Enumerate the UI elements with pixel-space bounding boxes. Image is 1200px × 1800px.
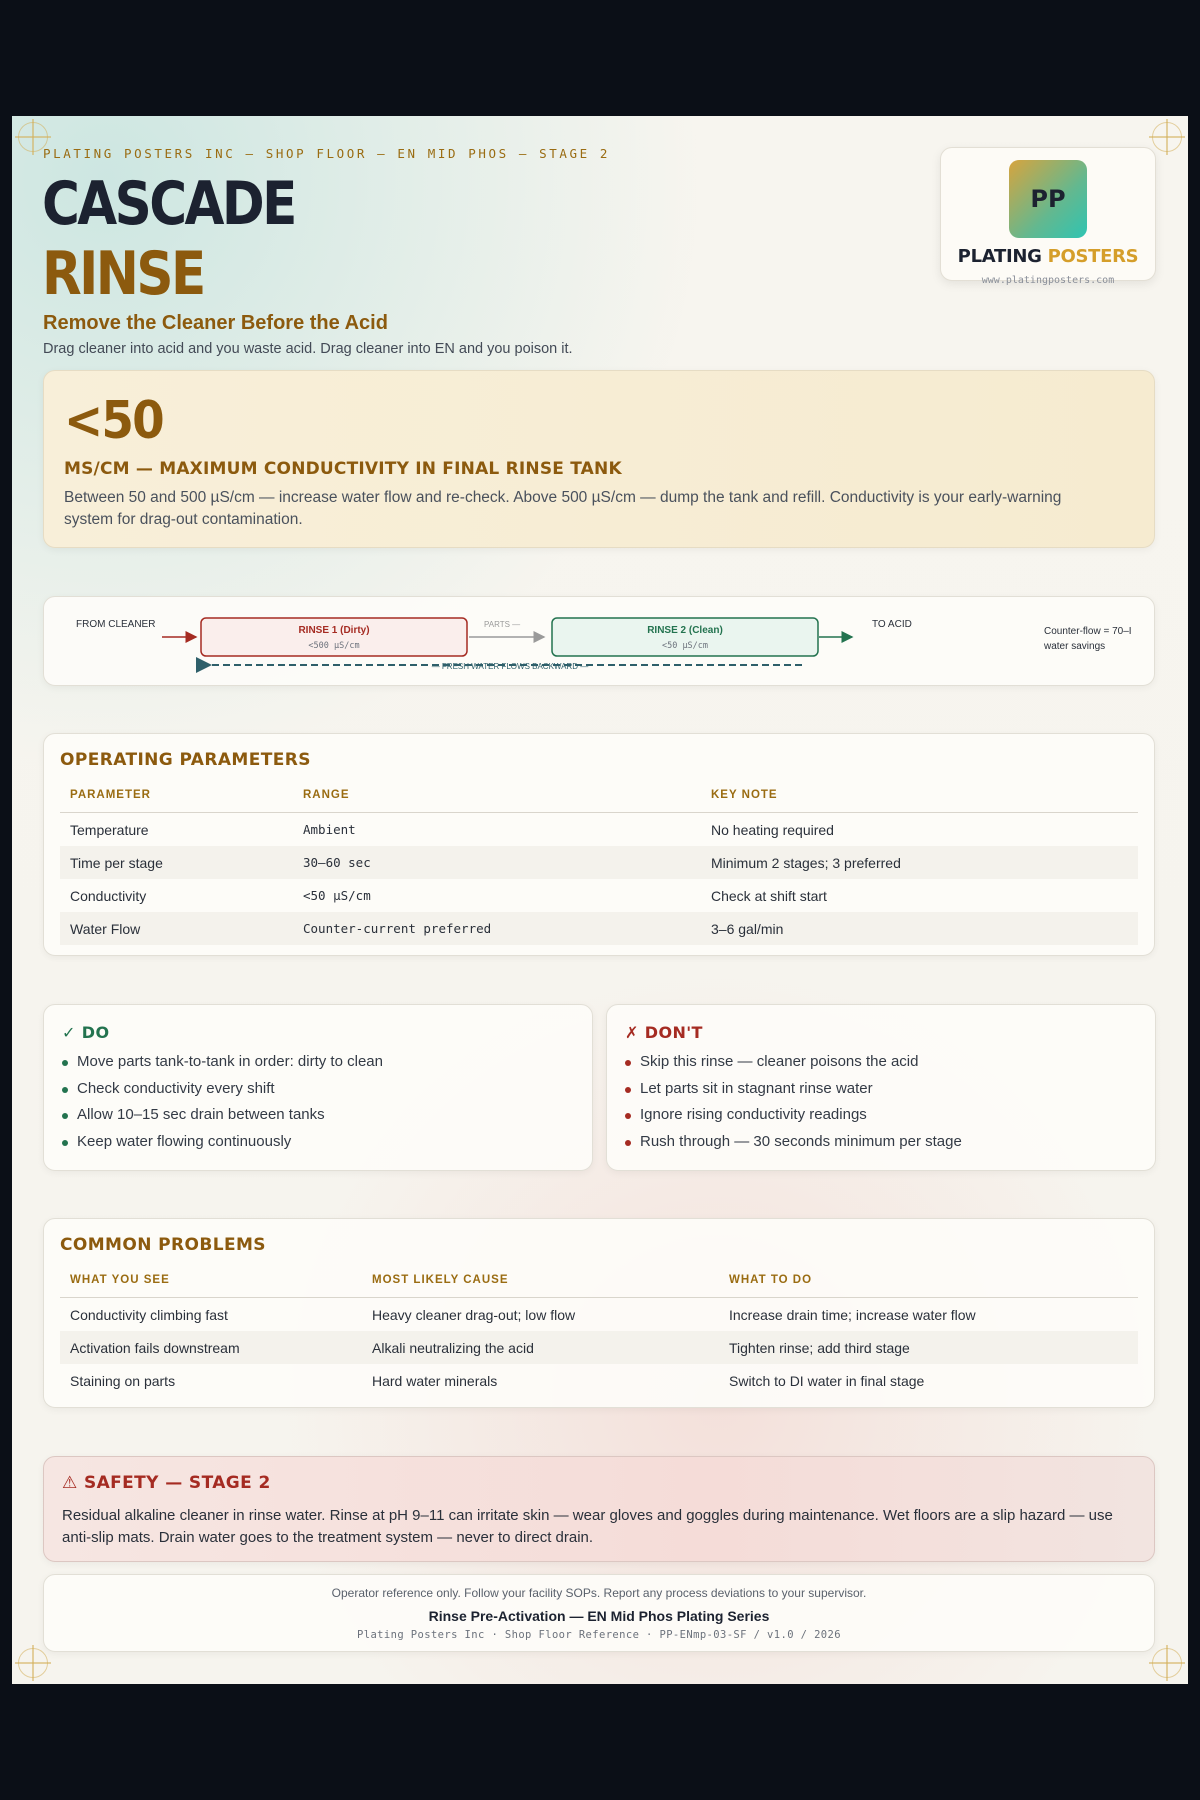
subtitle: Remove the Cleaner Before the Acid — [43, 312, 388, 334]
dont-list — [625, 1053, 962, 1159]
brand-logo — [940, 147, 1156, 286]
table-cell: Temperature — [70, 821, 149, 838]
common-problems-card — [43, 1218, 1155, 1408]
table-cell: 3–6 gal/min — [701, 912, 1138, 945]
backflow-label: — FRESH WATER FLOWS BACKWARD — — [431, 662, 589, 671]
column-header: MOST LIKELY CAUSE — [362, 1263, 719, 1298]
tagline: Drag cleaner into acid and you waste acid. Drag cleaner into EN and you poison it. — [43, 341, 573, 357]
table-cell: Increase drain time; increase water flow — [729, 1306, 976, 1323]
flow-note-line1: Counter-flow = 70–I — [1044, 626, 1132, 637]
eyebrow: PLATING POSTERS INC — SHOP FLOOR — EN MID PHOS — STAGE 2 — [43, 146, 611, 161]
rinse2-name: RINSE 2 (Clean) — [647, 625, 723, 636]
table-row — [60, 1298, 1138, 1332]
operating-parameters-table — [60, 778, 1138, 945]
table-header-row — [60, 778, 1138, 813]
table-cell: Time per stage — [60, 846, 293, 879]
do-card — [43, 1004, 593, 1171]
table-row — [60, 1364, 1138, 1397]
table-cell: Hard water minerals — [372, 1372, 498, 1389]
rinse2-spec: <50 µS/cm — [661, 641, 709, 651]
table-row — [60, 912, 1138, 945]
table-cell: <50 µS/cm — [303, 888, 371, 903]
operating-parameters-title: OPERATING PARAMETERS — [60, 750, 311, 770]
footer-series: Rinse Pre-Activation — EN Mid Phos Plating Series — [428, 1608, 770, 1624]
table-cell: Conductivity — [70, 887, 147, 904]
footer-disclaimer: Operator reference only. Follow your facility SOPs. Report any process deviations to your supervisor. — [331, 1586, 867, 1600]
rinse1-name: RINSE 1 (Dirty) — [298, 625, 370, 636]
logo-name-part1: PLATING — [957, 246, 1042, 267]
table-cell: Counter-current preferred — [293, 912, 701, 945]
table-cell: Minimum 2 stages; 3 preferred — [701, 846, 1138, 879]
table-cell: Water Flow — [60, 912, 293, 945]
table-cell: Heavy cleaner drag-out; low flow — [372, 1306, 576, 1323]
operating-parameters-card — [43, 733, 1155, 956]
list-item: Keep water flowing continuously — [62, 1133, 383, 1160]
footer-meta: Plating Posters Inc · Shop Floor Reference · PP-ENmp-03-SF / v1.0 / 2026 — [357, 1629, 841, 1641]
column-header: KEY NOTE — [701, 778, 1138, 813]
common-problems-table — [60, 1263, 1138, 1397]
registration-mark-icon — [1152, 122, 1182, 152]
column-header: WHAT TO DO — [719, 1263, 1138, 1298]
table-row — [60, 813, 1138, 847]
column-header: RANGE — [293, 778, 701, 813]
table-cell: Conductivity climbing fast — [70, 1306, 228, 1323]
table-cell: Ambient — [303, 822, 356, 837]
list-item: Rush through — 30 seconds minimum per stage — [625, 1133, 962, 1160]
list-item: Move parts tank-to-tank in order: dirty to clean — [62, 1053, 383, 1080]
safety-title: ⚠ SAFETY — STAGE 2 — [62, 1473, 271, 1493]
logo-url: www.platingposters.com — [981, 275, 1115, 286]
list-item: Skip this rinse — cleaner poisons the acid — [625, 1053, 962, 1080]
logo-tile: PP — [1009, 160, 1087, 238]
safety-callout — [43, 1456, 1155, 1562]
table-cell: Tighten rinse; add third stage — [719, 1331, 1138, 1364]
table-row — [60, 1331, 1138, 1364]
list-item: Allow 10–15 sec drain between tanks — [62, 1106, 383, 1133]
flow-from-label: FROM CLEANER — [76, 619, 156, 630]
do-list — [62, 1053, 383, 1159]
list-item: Let parts sit in stagnant rinse water — [625, 1080, 962, 1107]
table-header-row — [60, 1263, 1138, 1298]
dont-card — [606, 1004, 1156, 1171]
flow-note-line2: water savings — [1044, 641, 1106, 652]
dont-title: ✗ DON'T — [625, 1023, 703, 1042]
table-row — [60, 846, 1138, 879]
flow-parts-label: PARTS — — [484, 620, 521, 629]
page-title-line2: RINSE — [42, 239, 204, 309]
table-cell: Alkali neutralizing the acid — [362, 1331, 719, 1364]
flow-diagram-svg — [44, 597, 1156, 687]
safety-text: Residual alkaline cleaner in rinse water. Rinse at pH 9–11 can irritate skin — wear gloves and goggles during maintenance. Wet floors are a slip hazard — use anti-slip mats. Drain water goes to the treatment system — never to direct drain. — [62, 1507, 1113, 1546]
table-cell: No heating required — [711, 821, 834, 838]
column-header: WHAT YOU SEE — [60, 1263, 362, 1298]
common-problems-title: COMMON PROBLEMS — [60, 1235, 266, 1255]
list-item: Check conductivity every shift — [62, 1080, 383, 1107]
poster — [12, 116, 1188, 1684]
list-item: Ignore rising conductivity readings — [625, 1106, 962, 1133]
table-cell: Switch to DI water in final stage — [729, 1372, 925, 1389]
table-cell: Staining on parts — [70, 1372, 176, 1389]
flow-diagram — [43, 596, 1155, 686]
hero-value: <50 — [64, 391, 163, 451]
registration-mark-icon — [18, 1648, 48, 1678]
do-title: ✓ DO — [62, 1023, 110, 1042]
hero-text: Between 50 and 500 µS/cm — increase water flow and re-check. Above 500 µS/cm — dump the tank and refill. Conductivity is your early-warning system for drag-out contamination. — [64, 489, 1062, 528]
footer — [43, 1574, 1155, 1652]
table-cell: 30–60 sec — [293, 846, 701, 879]
table-cell: Activation fails downstream — [60, 1331, 362, 1364]
column-header: PARAMETER — [60, 778, 293, 813]
table-cell: Check at shift start — [711, 887, 827, 904]
hero-callout — [43, 370, 1155, 548]
rinse1-spec: <500 µS/cm — [308, 641, 360, 651]
flow-to-label: TO ACID — [872, 619, 912, 630]
table-row — [60, 879, 1138, 912]
logo-name-part2: POSTERS — [1047, 246, 1139, 267]
page-title-line1: CASCADE — [42, 169, 295, 239]
logo-name — [941, 246, 1155, 267]
registration-mark-icon — [1152, 1648, 1182, 1678]
hero-label: MS/CM — MAXIMUM CONDUCTIVITY IN FINAL RINSE TANK — [64, 459, 622, 479]
